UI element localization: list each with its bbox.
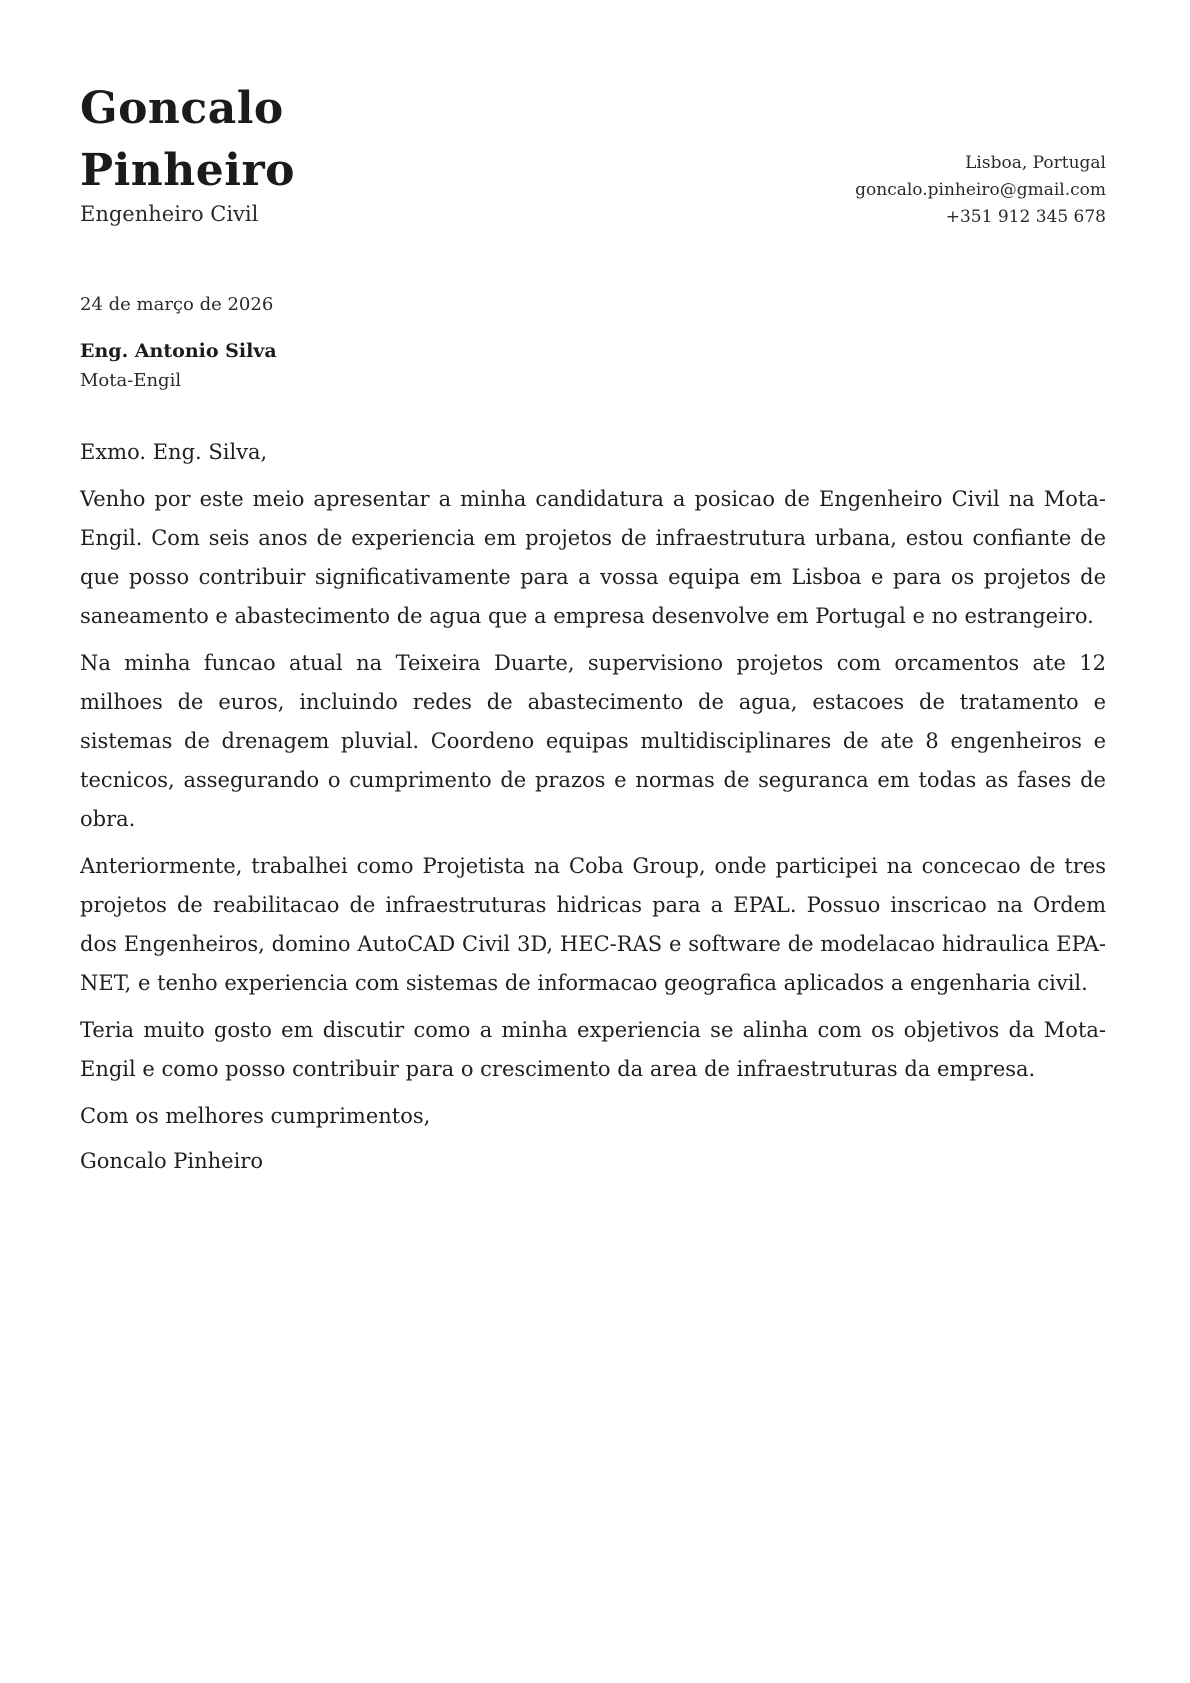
body-paragraph-2: Na minha funcao atual na Teixeira Duarte, supervisiono projetos com orcamentos ate 12 milhoes de euros, incluindo redes de abastecimento de agua, estacoes de tratamento e sistemas de drenagem pluvial. Coordeno equipas multidisciplinares de ate 8 engenheiros e tecnicos, assegurando o cumprimento de prazos e normas de seguranca em todas as fases de obra. xyxy=(80,651,1106,831)
signature: Goncalo Pinheiro xyxy=(80,1149,263,1173)
closing: Com os melhores cumprimentos, xyxy=(80,1104,431,1128)
contact-block xyxy=(855,150,1106,231)
letter-body xyxy=(80,433,1106,1189)
salutation: Exmo. Eng. Silva, xyxy=(80,440,268,464)
applicant-name-last: Pinheiro xyxy=(80,145,296,196)
contact-phone[interactable]: +351 912 345 678 xyxy=(945,207,1106,227)
recipient-company: Mota-Engil xyxy=(80,370,182,391)
applicant-name xyxy=(80,78,295,202)
body-paragraph-4: Teria muito gosto em discutir como a minha experiencia se alinha com os objetivos da Mota-Engil e como posso contribuir para o crescimento da area de infraestruturas da empresa. xyxy=(80,1018,1106,1081)
letter-date: 24 de março de 2026 xyxy=(80,294,274,315)
contact-location: Lisboa, Portugal xyxy=(965,153,1106,173)
contact-email[interactable]: goncalo.pinheiro@gmail.com xyxy=(855,180,1106,200)
applicant-role: Engenheiro Civil xyxy=(80,202,259,226)
recipient-name: Eng. Antonio Silva xyxy=(80,340,277,362)
applicant-name-first: Goncalo xyxy=(80,83,284,134)
body-paragraph-3: Anteriormente, trabalhei como Projetista na Coba Group, onde participei na concecao de tres projetos de reabilitacao de infraestruturas hidricas para a EPAL. Possuo inscricao na Ordem dos Engenheiros, domino AutoCAD Civil 3D, HEC-RAS e software de modelacao hidraulica EPA-NET, e tenho experiencia com sistemas de informacao geografica aplicados a engenharia civil. xyxy=(80,854,1106,995)
body-paragraph-1: Venho por este meio apresentar a minha candidatura a posicao de Engenheiro Civil na Mota-Engil. Com seis anos de experiencia em projetos de infraestrutura urbana, estou confiante de que posso contribuir significativamente para a vossa equipa em Lisboa e para os projetos de saneamento e abastecimento de agua que a empresa desenvolve em Portugal e no estrangeiro. xyxy=(80,487,1106,628)
